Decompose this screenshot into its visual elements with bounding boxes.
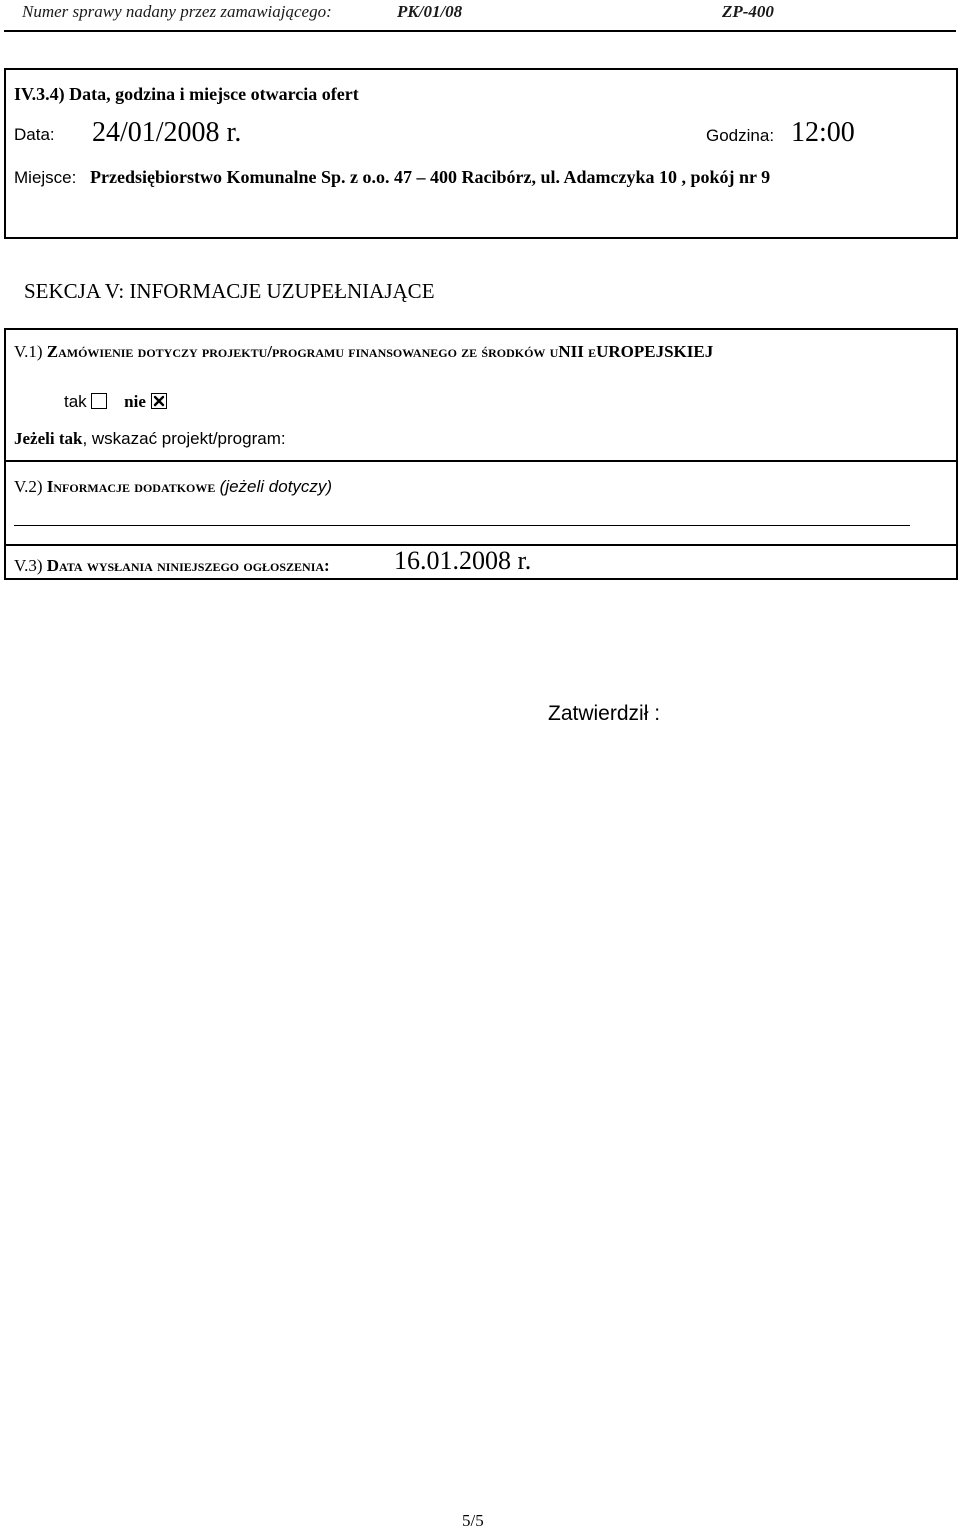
date-value: 24/01/2008 r. — [92, 117, 242, 148]
v3-number: V.3) — [14, 556, 43, 575]
time-label: Godzina: — [706, 126, 775, 145]
date-label: Data: — [14, 125, 55, 144]
v1-number: V.1) — [14, 342, 43, 361]
time-value: 12:00 — [791, 117, 855, 148]
v2-box — [4, 460, 958, 546]
if-yes-rest: , wskazać projekt/program: — [82, 429, 286, 448]
v2-note: (jeżeli dotyczy) — [219, 477, 333, 496]
yes-checkbox[interactable] — [91, 393, 107, 409]
header-case-label: Numer sprawy nadany przez zamawiającego: — [22, 2, 332, 21]
no-label: nie — [124, 392, 146, 411]
v1-options — [64, 392, 167, 412]
v3-heading — [14, 556, 330, 576]
v3-value: 16.01.2008 r. — [394, 546, 532, 575]
section-iv34-title: IV.3.4) Data, godzina i miejsce otwarcia ofert — [14, 84, 359, 104]
header-case-number: PK/01/08 — [397, 2, 463, 21]
checkmark-x-icon — [153, 395, 165, 407]
header-form-code: ZP-400 — [722, 2, 774, 21]
if-yes-bold: Jeżeli tak — [14, 429, 83, 448]
if-yes-line — [14, 429, 286, 449]
section-v-title: SEKCJA V: INFORMACJE UZUPEŁNIAJĄCE — [24, 279, 435, 303]
page-number: 5/5 — [462, 1511, 484, 1530]
v2-number: V.2) — [14, 477, 43, 496]
yes-label: tak — [64, 392, 87, 411]
v2-heading — [14, 477, 332, 497]
v1-title: Zamówienie dotyczy projektu/programu finansowanego ze środków uNII eUROPEJSKIEJ — [46, 342, 714, 361]
place-value: Przedsiębiorstwo Komunalne Sp. z o.o. 47 – 400 Racibórz, ul. Adamczyka 10 , pokój nr 9 — [90, 167, 771, 187]
v1-heading — [14, 342, 713, 362]
v2-title: Informacje dodatkowe — [46, 477, 216, 496]
approval-label: Zatwierdził : — [548, 702, 661, 725]
v3-title: Data wysłania niniejszego ogłoszenia: — [46, 556, 330, 575]
header-divider — [4, 30, 956, 32]
v2-answer-line — [14, 525, 910, 526]
no-checkbox[interactable] — [151, 393, 167, 409]
place-label: Miejsce: — [14, 168, 77, 187]
